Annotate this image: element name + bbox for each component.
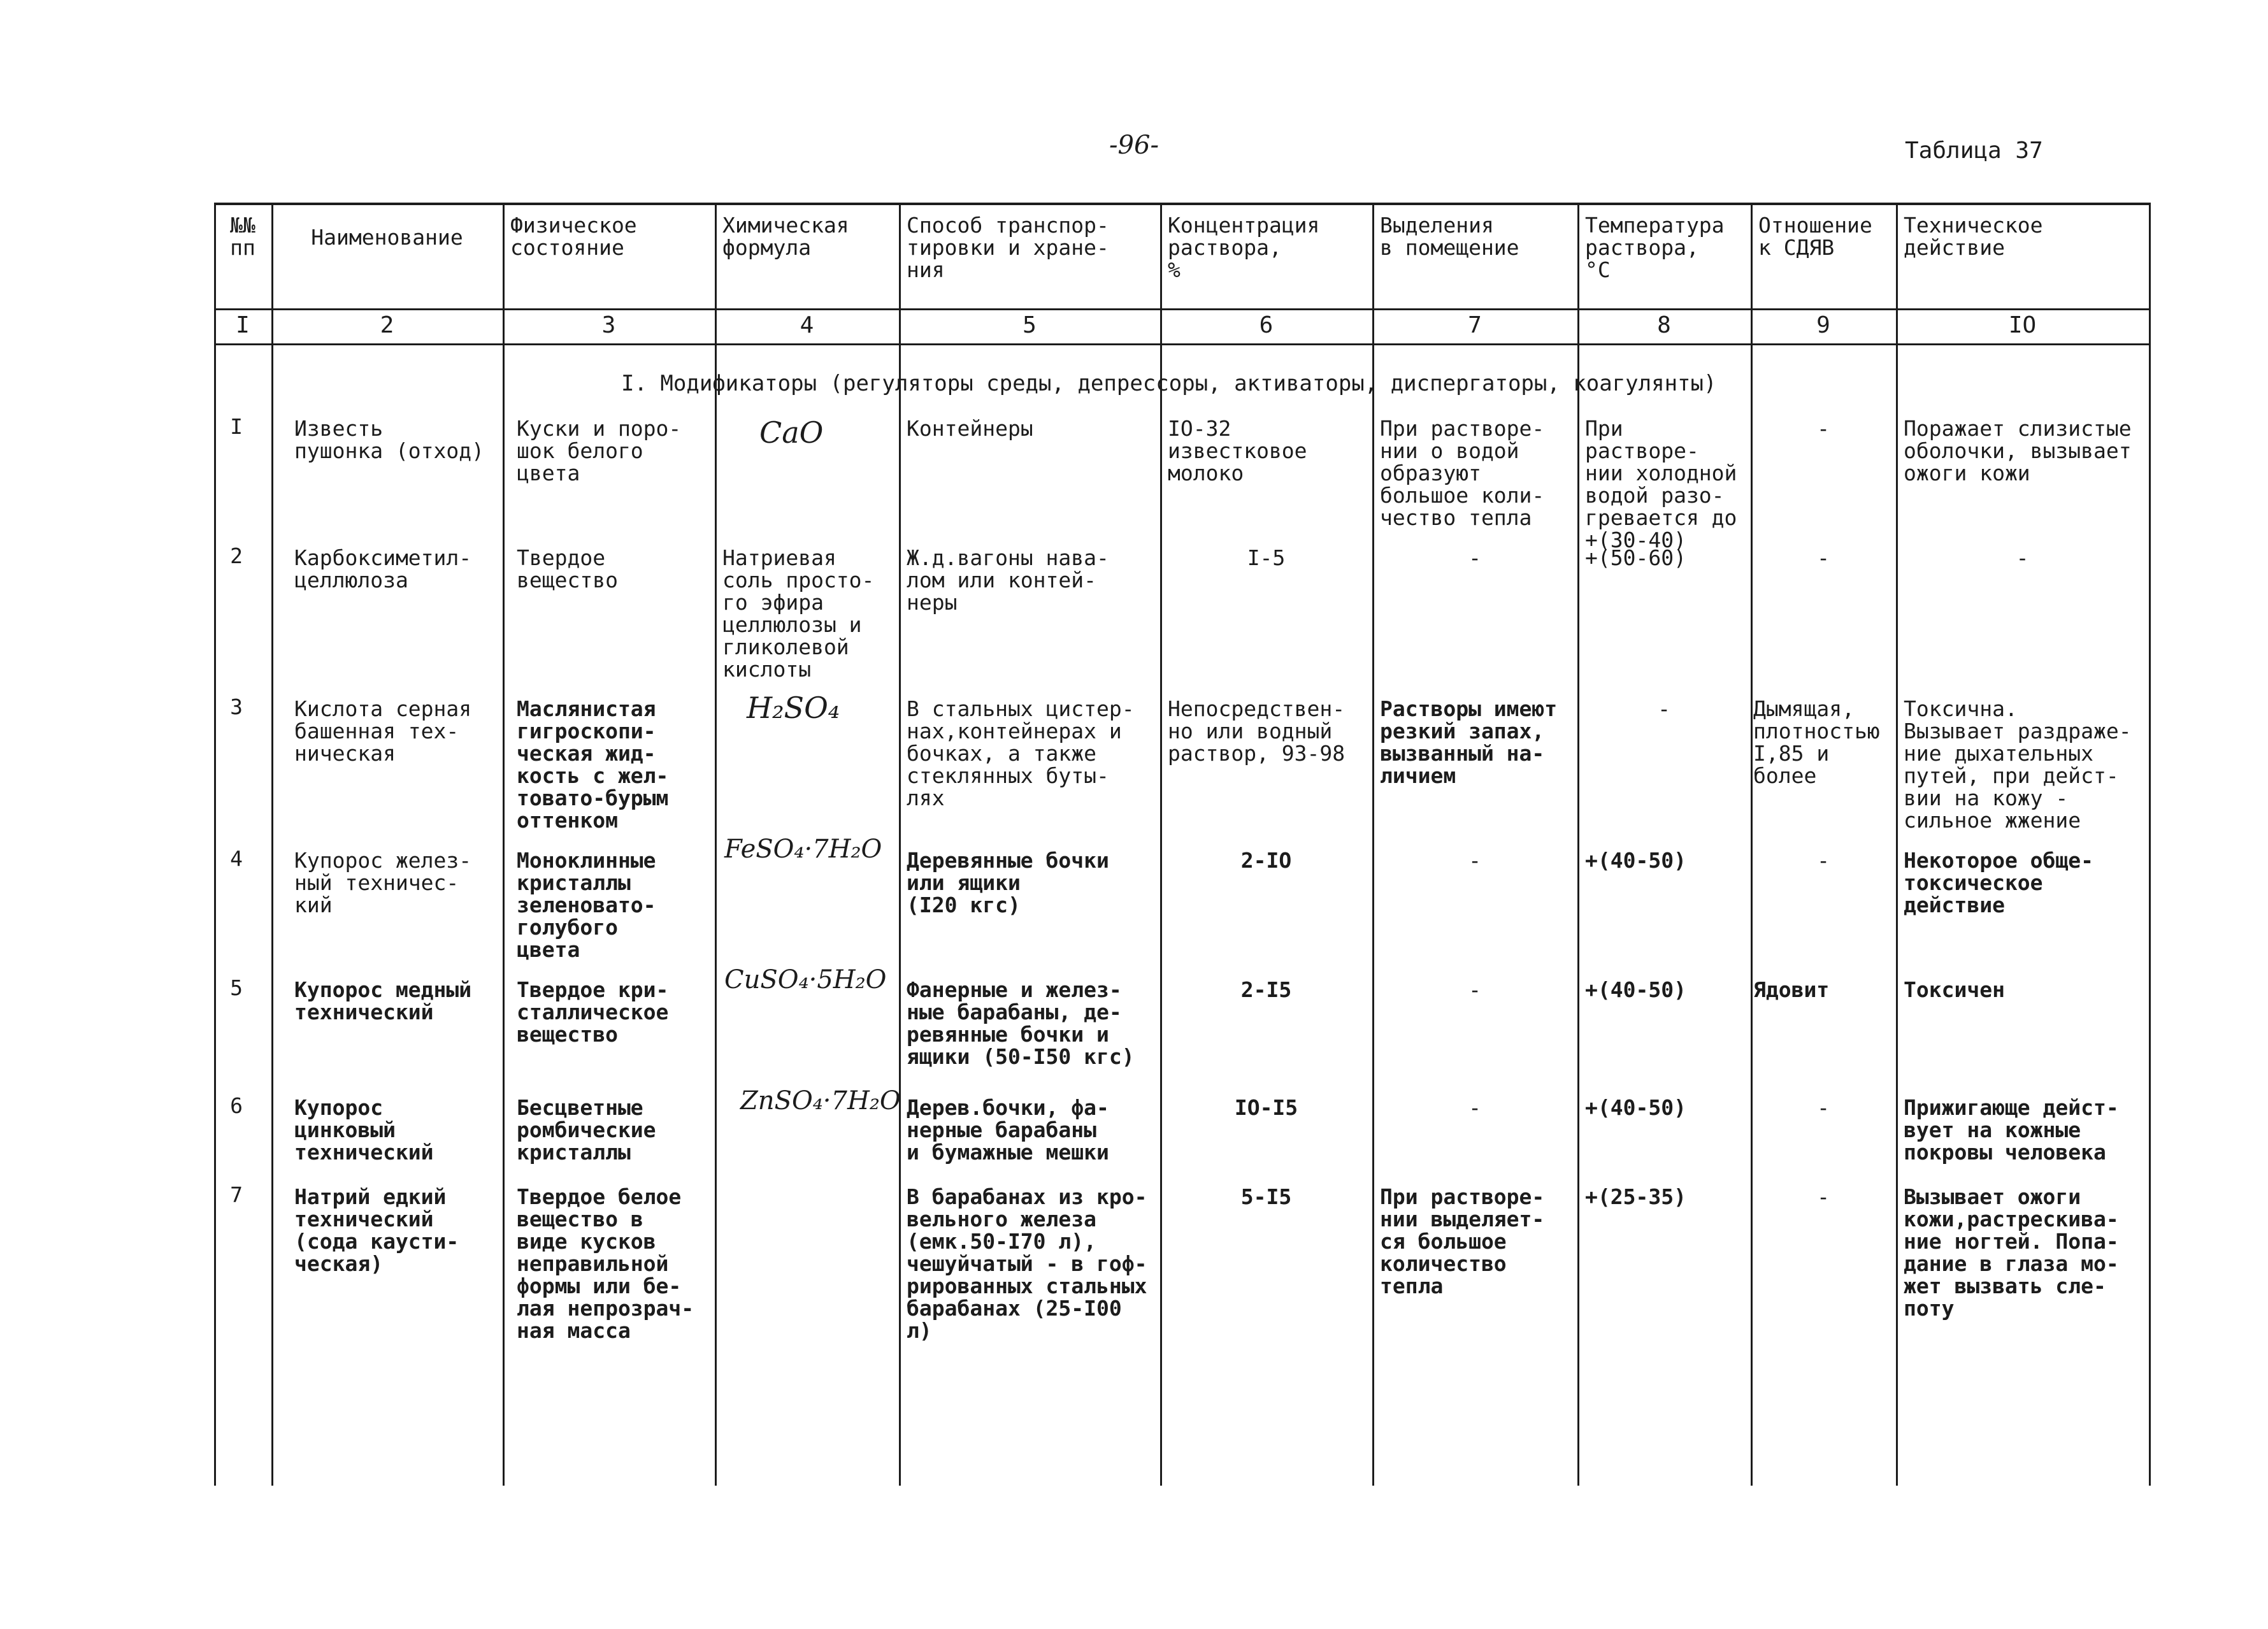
row-temperature: +(25-35) — [1585, 1184, 1686, 1209]
row-name: Натрий едкий технический (сода каусти- ческая) — [294, 1184, 459, 1276]
page-number: -96- — [1109, 131, 1159, 160]
row-emissions: - — [1468, 848, 1481, 873]
row-number: 2 — [230, 543, 243, 568]
column-number: 8 — [1657, 312, 1671, 338]
column-rule — [214, 203, 216, 1486]
row-name: Купорос медный технический — [294, 977, 472, 1024]
row-sdyav: - — [1817, 545, 1830, 570]
column-number: 6 — [1259, 312, 1274, 338]
row-transport: Контейнеры — [907, 416, 1033, 441]
row-temperature: +(50-60) — [1585, 545, 1686, 570]
row-concentration: IO-32 известковое молоко — [1168, 416, 1307, 485]
row-sdyav: - — [1817, 1184, 1830, 1209]
column-number: IO — [2008, 312, 2037, 338]
row-concentration: Непосредствен- но или водный раствор, 93-98 — [1168, 696, 1346, 766]
row-sdyav: - — [1817, 848, 1830, 873]
column-number: 5 — [1023, 312, 1037, 338]
numbers-bottom-rule — [214, 343, 2151, 345]
row-formula: ZnSO₄·7H₂O — [740, 1086, 901, 1116]
row-emissions: При растворе- нии о водой образуют большое коли- чество тепла — [1380, 416, 1545, 530]
row-number: 4 — [230, 846, 243, 871]
header-name: Наименование — [311, 225, 463, 250]
row-temperature: +(40-50) — [1585, 1095, 1686, 1120]
header-concentration: Концентрация раствора, % — [1168, 213, 1320, 282]
row-temperature: +(40-50) — [1585, 848, 1686, 873]
row-name: Кислота серная башенная тех- ническая — [294, 696, 472, 766]
row-name: Купорос цинковый технический — [294, 1095, 434, 1165]
row-action: Вызывает ожоги кожи,растрескива- ние ногтей. Попа- дание в глаза мо- жет вызвать сле- поту — [1904, 1184, 2119, 1321]
row-concentration: 5-I5 — [1240, 1184, 1292, 1209]
row-state: Моноклинные кристаллы зеленовато- голубого цвета — [517, 848, 656, 962]
section-title: I. Модификаторы (регуляторы среды, депрессоры, активаторы, диспергаторы, коагулянты) — [621, 371, 1717, 396]
header-temperature: Температура раствора, °C — [1585, 213, 1725, 282]
column-rule — [503, 203, 505, 1486]
row-name: Карбоксиметил- целлюлоза — [294, 545, 472, 592]
header-formula: Химическая формула — [722, 213, 849, 260]
row-emissions: - — [1468, 1095, 1481, 1120]
row-transport: В стальных цистер- нах,контейнерах и бочках, а также стеклянных буты- лях — [907, 696, 1135, 810]
row-number: 5 — [230, 975, 243, 1000]
row-transport: Ж.д.вагоны нава- лом или контей- неры — [907, 545, 1109, 615]
row-sdyav: Ядовит — [1753, 977, 1830, 1002]
row-action: Токсична. Вызывает раздраже- ние дыхательных путей, при дейст- вии на кожу - сильное жжение — [1904, 696, 2132, 833]
row-state: Куски и поро- шок белого цвета — [517, 416, 682, 485]
table-caption: Таблица 37 — [1905, 138, 2043, 164]
row-formula: CaO — [759, 415, 824, 450]
row-state: Твердое кри- сталлическое вещество — [517, 977, 669, 1047]
column-number: 4 — [800, 312, 814, 338]
header-bottom-rule — [214, 308, 2151, 310]
row-sdyav: Дымящая, плотностью I,85 и более — [1753, 696, 1880, 788]
row-transport: В барабанах из кро- вельного железа (емк.50-I70 л), чешуйчатый - в гоф- рированных стальных барабанах (25-I00 л) — [907, 1184, 1147, 1343]
header-state: Физическое состояние — [510, 213, 637, 260]
column-number: 2 — [380, 312, 394, 338]
row-emissions: - — [1468, 977, 1481, 1002]
row-concentration: 2-I5 — [1240, 977, 1292, 1002]
row-sdyav: - — [1817, 1095, 1830, 1120]
row-temperature: При растворе- нии холодной водой разо- гревается до +(30-40) — [1585, 416, 1737, 552]
row-number: 6 — [230, 1093, 243, 1118]
row-transport: Деревянные бочки или ящики (I20 кгс) — [907, 848, 1109, 917]
column-rule — [271, 203, 273, 1486]
row-emissions: Растворы имеют резкий запах, вызванный на- личием — [1380, 696, 1558, 788]
row-formula: H₂SO₄ — [747, 691, 840, 725]
table-top-rule — [214, 203, 2151, 205]
row-emissions: - — [1468, 545, 1481, 570]
row-formula: FeSO₄·7H₂O — [724, 835, 882, 864]
column-number: I — [236, 312, 250, 338]
row-state: Твердое вещество — [517, 545, 618, 592]
row-emissions: При растворе- нии выделяет- ся большое количество тепла — [1380, 1184, 1545, 1298]
header-transport: Способ транспор- тировки и хране- ния — [907, 213, 1109, 282]
row-name: Известь пушонка (отход) — [294, 416, 485, 463]
row-action: - — [2016, 545, 2029, 570]
header-sdyav: Отношение к СДЯВ — [1758, 213, 1872, 260]
row-concentration: IO-I5 — [1234, 1095, 1298, 1120]
row-transport: Дерев.бочки, фа- нерные барабаны и бумажные мешки — [907, 1095, 1109, 1165]
row-transport: Фанерные и желез- ные барабаны, де- ревянные бочки и ящики (50-I50 кгс) — [907, 977, 1135, 1069]
row-action: Некоторое обще- токсическое действие — [1904, 848, 2094, 917]
row-formula: Натриевая соль просто- го эфира целлюлозы и гликолевой кислоты — [722, 545, 875, 682]
row-concentration: I-5 — [1247, 545, 1286, 570]
header-action: Техническое действие — [1904, 213, 2043, 260]
row-number: 7 — [230, 1182, 243, 1207]
row-state: Бесцветные ромбические кристаллы — [517, 1095, 656, 1165]
row-temperature: - — [1658, 696, 1670, 721]
header-emissions: Выделения в помещение — [1380, 213, 1519, 260]
row-name: Купорос желез- ный техничес- кий — [294, 848, 472, 917]
row-action: Прижигающе дейст- вует на кожные покровы человека — [1904, 1095, 2119, 1165]
row-number: I — [230, 414, 243, 439]
row-number: 3 — [230, 694, 243, 719]
row-state: Маслянистая гигроскопи- ческая жид- кость с жел- товато-бурым оттенком — [517, 696, 669, 833]
row-temperature: +(40-50) — [1585, 977, 1686, 1002]
row-formula: CuSO₄·5H₂O — [724, 965, 887, 994]
row-state: Твердое белое вещество в виде кусков неправильной формы или бе- лая непрозрач- ная масса — [517, 1184, 694, 1343]
column-rule — [2149, 203, 2151, 1486]
header-number: №№ пп — [230, 213, 255, 260]
row-action: Токсичен — [1904, 977, 2005, 1002]
column-number: 9 — [1816, 312, 1830, 338]
column-number: 7 — [1468, 312, 1482, 338]
column-number: 3 — [601, 312, 616, 338]
row-sdyav: - — [1817, 416, 1830, 441]
row-concentration: 2-IO — [1240, 848, 1292, 873]
row-action: Поражает слизистые оболочки, вызывает ожоги кожи — [1904, 416, 2132, 485]
